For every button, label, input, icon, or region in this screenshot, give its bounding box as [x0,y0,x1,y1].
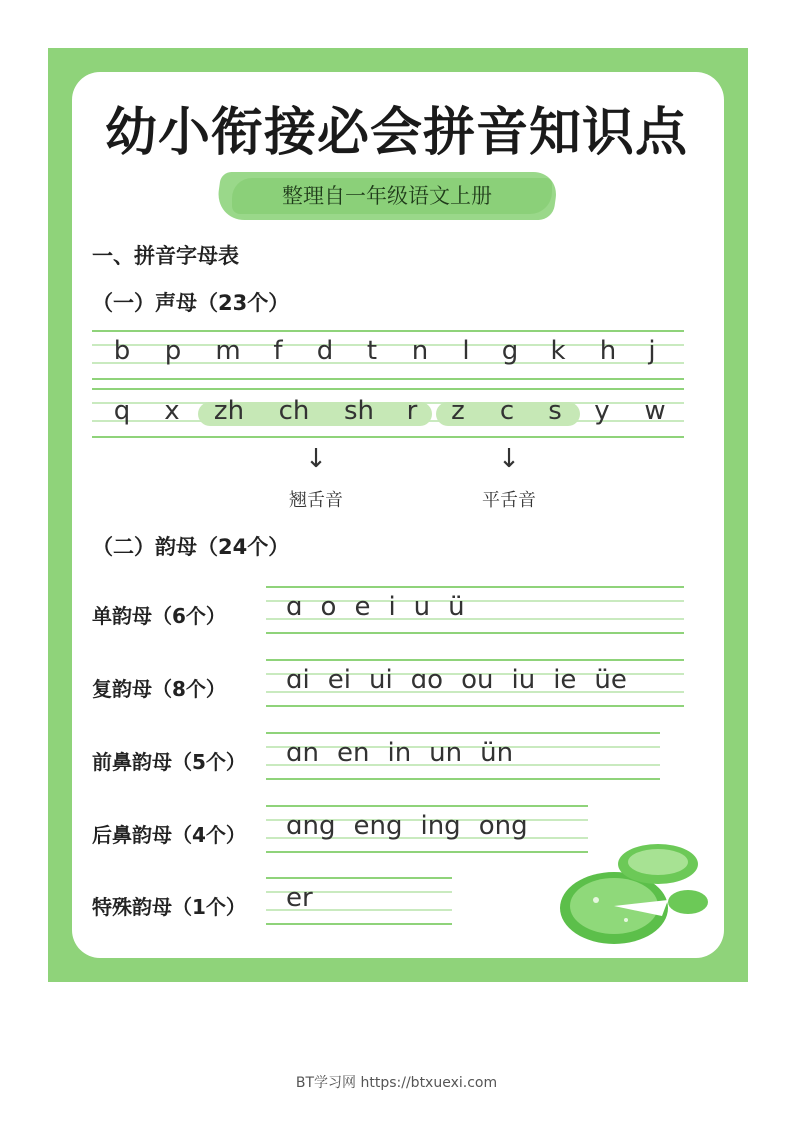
yunmu-item: ɑng [286,811,336,841]
yunmu-item: ɑn [286,738,319,768]
yunmu-label: 特殊韵母（1个） [92,895,246,919]
page-title: 幼小衔接必会拼音知识点 [104,103,688,163]
shengmu-letter: j [648,336,656,366]
shengmu-letter: d [316,336,334,366]
shengmu-letter: q [113,396,131,426]
writing-lines [266,805,588,855]
yunmu-item: ie [553,665,577,695]
writing-lines [266,877,452,927]
shengmu-letter: x [164,396,180,426]
shengmu-letter: w [644,396,666,426]
yunmu-label: 复韵母（8个） [92,677,226,701]
retroflex-label: 翘舌音 [289,490,343,511]
shengmu-letter: f [273,336,283,366]
shengmu-letter: y [594,396,610,426]
yunmu-item: en [336,738,370,768]
shengmu-letter: l [462,336,470,366]
yunmu-label: 后鼻韵母（4个） [92,823,246,847]
yunmu-item: u [413,592,431,622]
yunmu-item: ün [480,738,514,768]
yunmu-item: ü [448,592,465,622]
yunmu-item: in [387,738,412,768]
shengmu-letter: g [501,336,519,366]
arrow-down-icon: ↓ [498,444,520,474]
yunmu-item: iu [511,665,536,695]
shengmu-letter: b [113,336,131,366]
section-heading-alphabet: 一、拼音字母表 [92,244,239,268]
page-subtitle: 整理自一年级语文上册 [282,184,492,208]
shengmu-letter: ch [278,396,310,426]
yunmu-heading: （二）韵母（24个） [92,535,290,559]
shengmu-letter: m [215,336,241,366]
yunmu-item: ong [478,811,528,841]
yunmu-values [286,738,531,768]
shengmu-letter: n [411,336,429,366]
shengmu-letter: zh [213,396,245,426]
yunmu-values [286,811,546,841]
flat-tongue-label: 平舌音 [482,490,536,511]
yunmu-item: e [354,592,371,622]
yunmu-item: ɑo [410,665,444,695]
shengmu-letter: p [164,336,182,366]
yunmu-label: 前鼻韵母（5个） [92,750,246,774]
yunmu-values [286,592,483,622]
yunmu-item: ei [327,665,351,695]
yunmu-item: üe [594,665,627,695]
yunmu-label: 单韵母（6个） [92,604,226,628]
yunmu-item: i [388,592,396,622]
yunmu-item: un [429,738,463,768]
shengmu-letter: s [548,396,562,426]
shengmu-row-2 [92,388,684,440]
arrow-down-icon: ↓ [305,444,327,474]
shengmu-letter: t [366,336,378,366]
shengmu-letter: sh [343,396,375,426]
shengmu-heading: （一）声母（23个） [92,291,290,315]
lotus-leaf-icon [556,840,716,950]
yunmu-item: er [286,883,313,913]
yunmu-values [286,665,645,695]
yunmu-item: o [320,592,337,622]
footer-text: BT学习网 https://btxuexi.com [295,1075,498,1091]
writing-lines [266,659,684,709]
yunmu-item: ui [368,665,393,695]
writing-lines [266,732,660,782]
writing-lines [266,586,684,636]
yunmu-item: ɑ [286,592,303,622]
shengmu-letter: r [406,396,418,426]
yunmu-values [286,883,331,913]
shengmu-letter: c [499,396,515,426]
shengmu-letter: h [599,336,617,366]
yunmu-item: ɑi [286,665,310,695]
yunmu-item: ing [420,811,461,841]
shengmu-row-1 [92,330,684,382]
yunmu-item: ou [461,665,494,695]
yunmu-item: eng [353,811,403,841]
shengmu-letter: z [451,396,465,426]
shengmu-letter: k [550,336,566,366]
